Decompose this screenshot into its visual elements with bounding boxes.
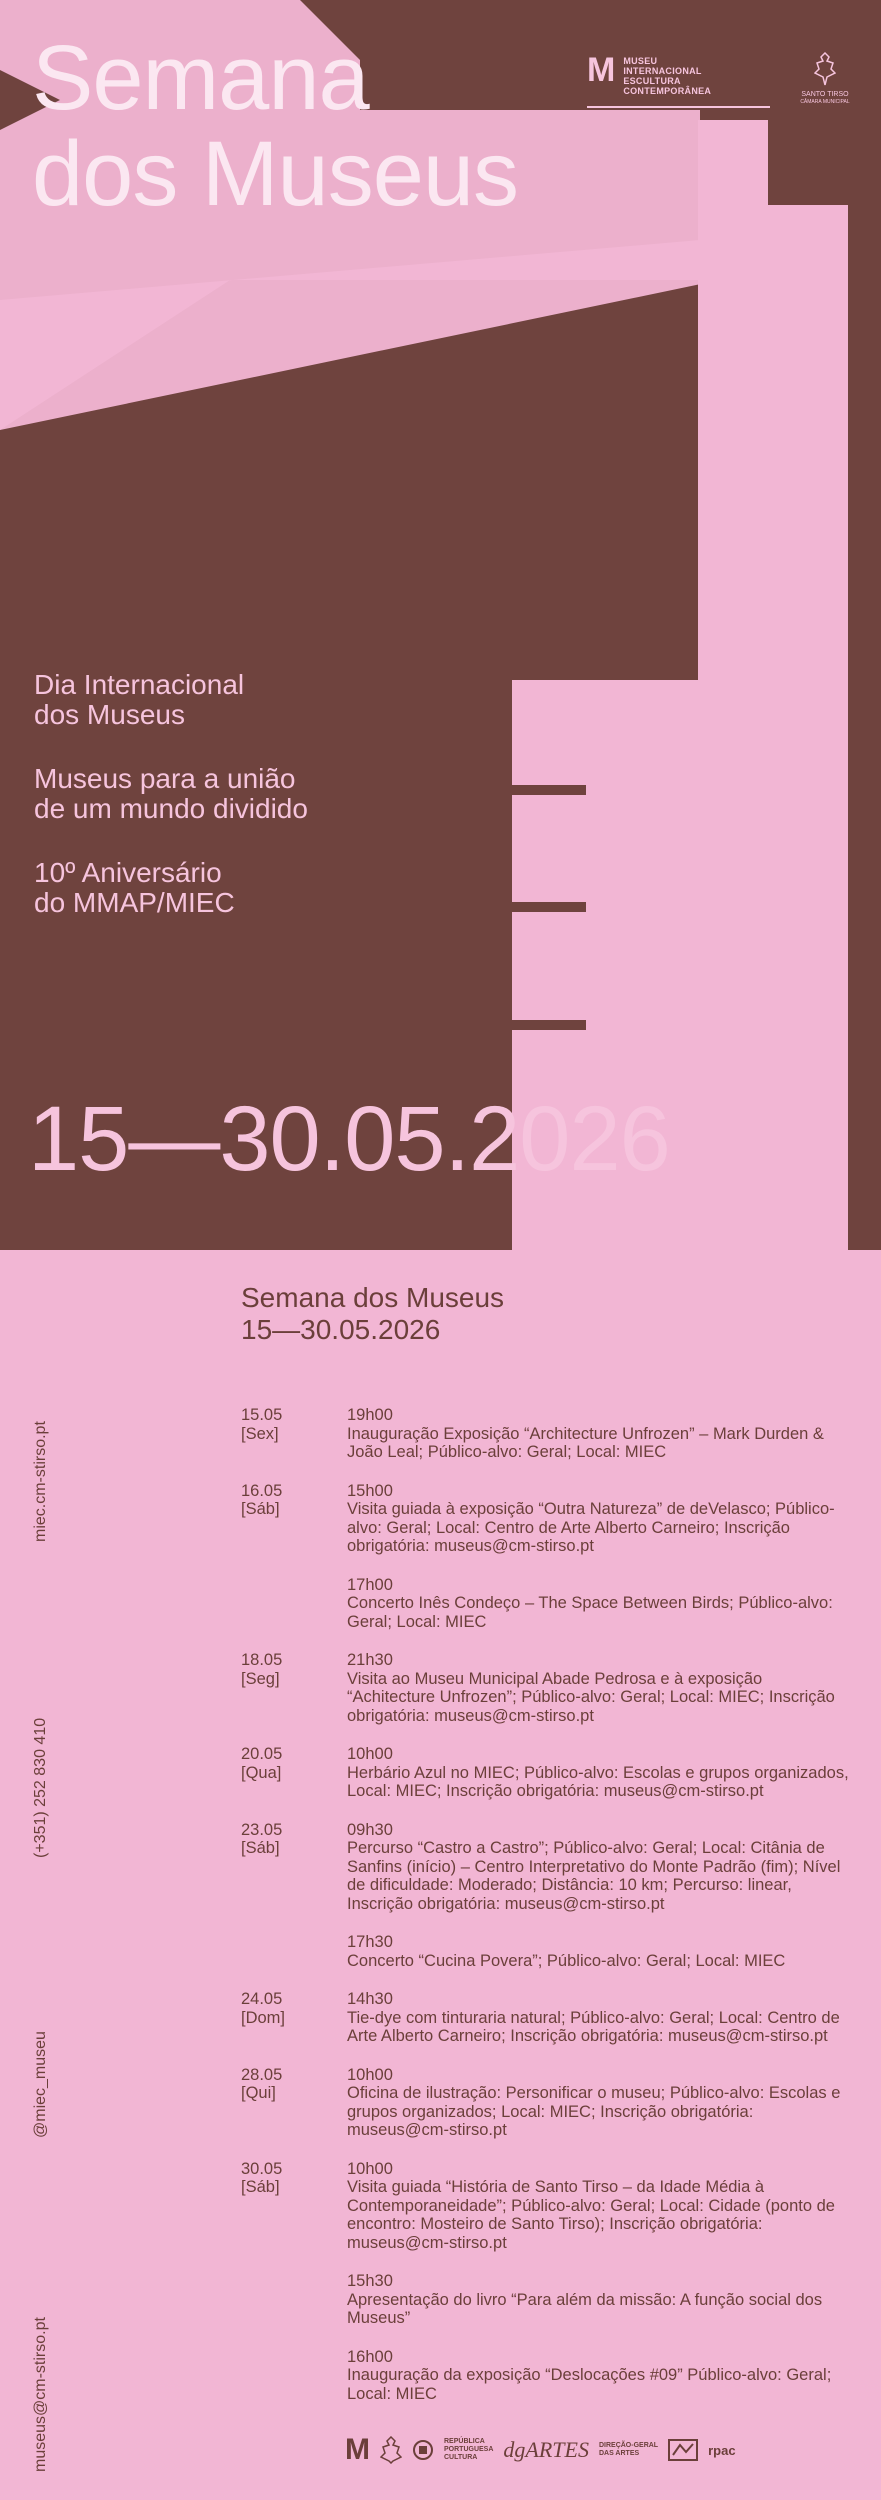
session-time: 14h30 <box>347 1990 393 2008</box>
event-weekday: [Sex] <box>241 1424 279 1443</box>
event-session <box>347 2160 851 2253</box>
event-row <box>241 2066 851 2140</box>
event-row <box>241 1990 851 2046</box>
event-date-value: 20.05 <box>241 1745 283 1763</box>
programme-title-line: 15—30.05.2026 <box>241 1314 441 1345</box>
subtitle-line: Museus para a união <box>34 763 296 794</box>
session-description: Visita guiada à exposição “Outra Natureza” de deVelasco; Público-alvo: Geral; Local: Centro de Arte Alberto Carneiro; Inscrição obrigatória: museus@cm-stirso.pt <box>347 1500 835 1555</box>
events-list <box>241 1406 851 2423</box>
subtitle-block <box>34 670 308 730</box>
republica-line: REPÚBLICA <box>444 2438 485 2445</box>
session-time: 15h00 <box>347 1481 393 1500</box>
session-time: 10h00 <box>347 2065 393 2084</box>
event-weekday: [Seg] <box>241 1669 280 1688</box>
poster-title <box>32 27 519 225</box>
event-weekday: [Qui] <box>241 2084 276 2102</box>
event-session <box>347 2272 851 2328</box>
session-description: Concerto Inês Condeço – The Space Between Birds; Público-alvo: Geral; Local: MIEC <box>347 1594 833 1631</box>
event-date-value: 23.05 <box>241 1820 283 1839</box>
session-description: Oficina de ilustração: Personificar o museu; Público-alvo: Escolas e grupos organizados; Local: MIEC; Inscrição obrigatória: museus@cm-stirso.pt <box>347 2084 841 2139</box>
event-date-value: 16.05 <box>241 1481 283 1500</box>
session-description: Inauguração Exposição “Architecture Unfrozen” – Mark Durden & João Leal; Público-alvo: Geral; Local: MIEC <box>347 1424 824 1461</box>
session-description: Herbário Azul no MIEC; Público-alvo: Escolas e grupos organizados, Local: MIEC; Inscrição obrigatória: museus@cm-stirso.pt <box>347 1763 849 1800</box>
title-line-1: Semana <box>32 27 369 129</box>
event-weekday: [Dom] <box>241 2008 286 2027</box>
session-time: 21h30 <box>347 1651 393 1669</box>
miec-logo-line: MUSEU <box>623 56 658 66</box>
republica-line: PORTUGUESA <box>444 2446 494 2453</box>
event-session <box>347 1482 851 1556</box>
event-row <box>241 1482 851 1632</box>
event-session <box>347 1576 851 1632</box>
event-date <box>241 1745 347 1801</box>
subtitle-block <box>34 764 308 824</box>
event-sessions <box>347 1990 851 2046</box>
contact-website[interactable]: miec.cm-stirso.pt <box>32 1421 49 1542</box>
event-session <box>347 1990 851 2046</box>
sponsor-footer <box>345 2430 736 2470</box>
session-time: 19h00 <box>347 1406 393 1424</box>
subtitle-line: 10º Aniversário <box>34 857 222 888</box>
event-weekday: [Sáb] <box>241 2178 280 2196</box>
event-session <box>347 1745 851 1801</box>
event-sessions <box>347 1821 851 1971</box>
event-date <box>241 2066 347 2140</box>
session-description: Apresentação do livro “Para além da missão: A função social dos Museus” <box>347 2290 823 2327</box>
event-session <box>347 1821 851 1914</box>
event-row <box>241 1406 851 1462</box>
event-session <box>347 1651 851 1725</box>
dgartes-line: DAS ARTES <box>598 2450 640 2457</box>
miec-logo-underline <box>587 106 770 108</box>
miec-logo-line: INTERNACIONAL <box>623 66 702 76</box>
event-sessions <box>347 2066 851 2140</box>
santo-tirso-logo <box>795 52 855 105</box>
event-weekday: [Sáb] <box>241 1839 280 1857</box>
crest-icon <box>814 52 836 86</box>
event-weekday: [Qua] <box>241 1763 282 1782</box>
contact-instagram[interactable]: @miec_museu <box>32 2031 49 2138</box>
dgartes-logo: dgARTES <box>503 2437 589 2462</box>
event-sessions <box>347 1745 851 1801</box>
session-time: 15h30 <box>347 2272 393 2290</box>
event-row <box>241 2160 851 2404</box>
republica-emblem-icon <box>412 2439 434 2461</box>
contact-email[interactable]: museus@cm-stirso.pt <box>32 2317 49 2472</box>
santo-tirso-name: SANTO TIRSO <box>801 91 849 98</box>
event-date-value: 24.05 <box>241 1990 283 2008</box>
event-date-value: 15.05 <box>241 1406 283 1424</box>
session-description: Percurso “Castro a Castro”; Público-alvo: Geral; Local: Citânia de Sanfins (início) – Centro Interpretativo do Monte Padrão (fim); Nível de dificuldade: Moderado; Distância: 10 km; Percurso: linear, Inscrição obrigatória: museus@cm-stirso.pt <box>347 1839 841 1913</box>
rpac-text: rpac <box>708 2442 736 2458</box>
session-time: 16h00 <box>347 2347 393 2366</box>
session-description: Visita ao Museu Municipal Abade Pedrosa e à exposição “Achitecture Unfrozen”; Público-alvo: Geral; Local: MIEC; Inscrição obrigatória: museus@cm-stirso.pt <box>347 1669 835 1725</box>
event-date-value: 18.05 <box>241 1651 283 1669</box>
event-date-value: 30.05 <box>241 2159 283 2178</box>
dgartes-text <box>599 2442 658 2458</box>
dgartes-line: DIREÇÃO-GERAL <box>598 2442 659 2449</box>
event-session <box>347 1406 851 1462</box>
miec-logo-line: ESCULTURA <box>623 76 681 86</box>
event-session <box>347 2348 851 2404</box>
session-description: Visita guiada “História de Santo Tirso – da Idade Média à Contemporaneidade”; Público-alvo: Geral; Local: Cidade (ponto de encontro: Mosteiro de Santo Tirso); Inscrição obrigatória: museus@cm-stirso.pt <box>347 2178 835 2252</box>
event-row <box>241 1745 851 1801</box>
event-row <box>241 1651 851 1725</box>
event-session <box>347 1933 851 1970</box>
programme-title-line: Semana dos Museus <box>241 1282 505 1313</box>
miec-logo <box>587 51 712 96</box>
republica-text <box>444 2438 493 2462</box>
subtitle-line: de um mundo dividido <box>34 793 308 824</box>
event-date <box>241 2160 347 2404</box>
poster-date: 15—30.05.2026 <box>28 1088 670 1190</box>
subtitle-line: dos Museus <box>34 699 185 730</box>
miec-footer-mark: M <box>345 2433 370 2466</box>
session-description: Tie-dye com tinturaria natural; Público-alvo: Geral; Local: Centro de Arte Alberto Carneiro; Inscrição obrigatória: museus@cm-stirso.pt <box>347 2008 840 2045</box>
session-description: Inauguração da exposição “Deslocações #09” Público-alvo: Geral; Local: MIEC <box>347 2366 832 2403</box>
session-time: 10h00 <box>347 2159 393 2178</box>
event-sessions <box>347 2160 851 2404</box>
event-sessions <box>347 1651 851 1725</box>
event-date <box>241 1821 347 1971</box>
event-date <box>241 1990 347 2046</box>
session-time: 09h30 <box>347 1820 393 1839</box>
contact-phone: (+351) 252 830 410 <box>32 1717 49 1858</box>
rpac-emblem-icon <box>668 2439 698 2461</box>
santo-tirso-sub: CÂMARA MUNICIPAL <box>800 99 850 105</box>
title-line-2: dos Museus <box>32 123 519 225</box>
event-sessions <box>347 1482 851 1632</box>
event-row <box>241 1821 851 1971</box>
republica-line: CULTURA <box>444 2454 478 2461</box>
session-description: Concerto “Cucina Povera”; Público-alvo: Geral; Local: MIEC <box>347 1951 786 1970</box>
miec-logo-mark: M <box>587 51 616 89</box>
event-date <box>241 1406 347 1462</box>
session-time: 17h00 <box>347 1575 393 1594</box>
event-date-value: 28.05 <box>241 2065 283 2084</box>
session-time: 17h30 <box>347 1933 393 1951</box>
event-session <box>347 2066 851 2140</box>
subtitle-block <box>34 858 308 918</box>
event-sessions <box>347 1406 851 1462</box>
miec-logo-text <box>623 56 711 96</box>
event-weekday: [Sáb] <box>241 1500 280 1518</box>
subtitle-line: do MMAP/MIEC <box>34 887 235 918</box>
session-time: 10h00 <box>347 1745 393 1763</box>
poster-subtitles <box>34 670 308 952</box>
subtitle-line: Dia Internacional <box>34 669 245 700</box>
programme-title <box>241 1282 504 1346</box>
santo-tirso-crest-icon <box>380 2436 402 2464</box>
event-date <box>241 1651 347 1725</box>
event-date <box>241 1482 347 1632</box>
miec-logo-line: CONTEMPORÂNEA <box>623 86 712 96</box>
